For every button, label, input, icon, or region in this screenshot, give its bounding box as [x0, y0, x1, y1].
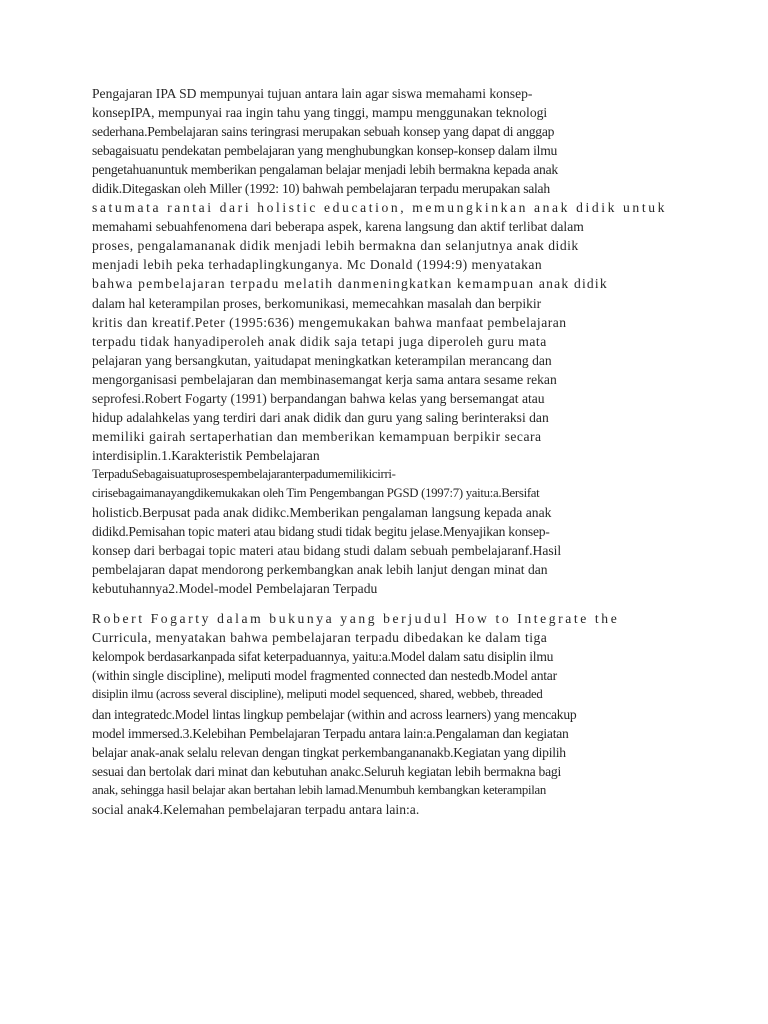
- text-line: cirisebagaimanayangdikemukakan oleh Tim Pengembangan PGSD (1997:7) yaitu:a.Bersifat: [92, 485, 540, 500]
- text-line: proses, pengalamananak didik menjadi lebih bermakna dan selanjutnya anak didik: [92, 238, 579, 254]
- document-page: [92, 84, 704, 819]
- text-line: (within single discipline), meliputi model fragmented connected dan nestedb.Model antar: [92, 668, 557, 684]
- text-line: anak, sehingga hasil belajar akan bertahan lebih lamad.Menumbuh kembangkan keterampilan: [92, 782, 546, 797]
- text-line: pengetahuanuntuk memberikan pengalaman belajar menjadi lebih bermakna kepada anak: [92, 162, 558, 178]
- text-line: pelajaran yang bersangkutan, yaitudapat meningkatkan keterampilan merancang dan: [92, 352, 552, 368]
- text-line: sebagaisuatu pendekatan pembelajaran yang menghubungkan konsep-konsep dalam ilmu: [92, 143, 558, 159]
- text-line: didikd.Pemisahan topic materi atau bidang studi tidak begitu jelase.Menyajikan konsep-: [92, 524, 550, 540]
- text-line: terpadu tidak hanyadiperoleh anak didik saja tetapi juga diperoleh guru mata: [92, 333, 547, 349]
- text-line: menjadi lebih peka terhadaplingkunganya. Mc Donald (1994:9) menyatakan: [92, 257, 543, 273]
- text-line: konsepIPA, mempunyai raa ingin tahu yang tinggi, mampu menggunakan teknologi: [92, 105, 548, 121]
- text-line: belajar anak-anak selalu relevan dengan tingkat perkembangananakb.Kegiatan yang dipilih: [92, 744, 566, 760]
- text-line: satumata rantai dari holistic education, memungkinkan anak didik untuk: [92, 200, 667, 216]
- text-line: kritis dan kreatif.Peter (1995:636) mengemukakan bahwa manfaat pembelajaran: [92, 314, 567, 330]
- text-line: model immersed.3.Kelebihan Pembelajaran Terpadu antara lain:a.Pengalaman dan kegiatan: [92, 725, 569, 741]
- text-line: Robert Fogarty dalam bukunya yang berjudul How to Integrate the: [92, 611, 620, 627]
- text-line: sesuai dan bertolak dari minat dan kebutuhan anakc.Seluruh kegiatan lebih bermakna bagi: [92, 763, 561, 779]
- text-line: hidup adalahkelas yang terdiri dari anak didik dan guru yang saling berinteraksi dan: [92, 409, 549, 425]
- text-line: memiliki gairah sertaperhatian dan memberikan kemampuan berpikir secara: [92, 428, 542, 444]
- text-line: kebutuhannya2.Model-model Pembelajaran Terpadu: [92, 581, 378, 597]
- paragraph-2: [92, 609, 704, 819]
- text-line: pembelajaran dapat mendorong perkembangkan anak lebih lanjut dengan minat dan: [92, 562, 548, 578]
- text-line: kelompok berdasarkanpada sifat keterpaduannya, yaitu:a.Model dalam satu disiplin ilmu: [92, 649, 554, 665]
- text-line: dalam hal keterampilan proses, berkomunikasi, memecahkan masalah dan berpikir: [92, 295, 542, 311]
- text-line: Curricula, menyatakan bahwa pembelajaran terpadu dibedakan ke dalam tiga: [92, 630, 548, 646]
- text-line: dan integratedc.Model lintas lingkup pembelajar (within and across learners) yang mencakup: [92, 706, 577, 722]
- text-line: social anak4.Kelemahan pembelajaran terpadu antara lain:a.: [92, 801, 420, 817]
- text-line: didik.Ditegaskan oleh Miller (1992: 10) bahwah pembelajaran terpadu merupakan salah: [92, 181, 550, 197]
- text-line: sederhana.Pembelajaran sains teringrasi merupakan sebuah konsep yang dapat di anggap: [92, 124, 555, 140]
- text-line: interdisiplin.1.Karakteristik Pembelajaran: [92, 447, 320, 463]
- text-line: memahami sebuahfenomena dari beberapa aspek, karena langsung dan aktif terlibat dalam: [92, 219, 584, 235]
- paragraph-1: [92, 84, 704, 598]
- text-line: holisticb.Berpusat pada anak didikc.Memberikan pengalaman langsung kepada anak: [92, 505, 552, 521]
- text-line: mengorganisasi pembelajaran dan membinasemangat kerja sama antara sesame rekan: [92, 371, 557, 387]
- text-line: disiplin ilmu (across several discipline), meliputi model sequenced, shared, webbeb, threaded: [92, 687, 543, 702]
- text-line: TerpaduSebagaisuatuprosespembelajaranterpadumemilikicirri-: [92, 466, 396, 481]
- text-line: seprofesi.Robert Fogarty (1991) berpandangan bahwa kelas yang bersemangat atau: [92, 390, 545, 406]
- text-line: Pengajaran IPA SD mempunyai tujuan antara lain agar siswa memahami konsep-: [92, 86, 533, 101]
- text-line: bahwa pembelajaran terpadu melatih danmeningkatkan kemampuan anak didik: [92, 276, 608, 292]
- text-line: konsep dari berbagai topic materi atau bidang studi dalam sebuah pembelajaranf.Hasil: [92, 543, 562, 559]
